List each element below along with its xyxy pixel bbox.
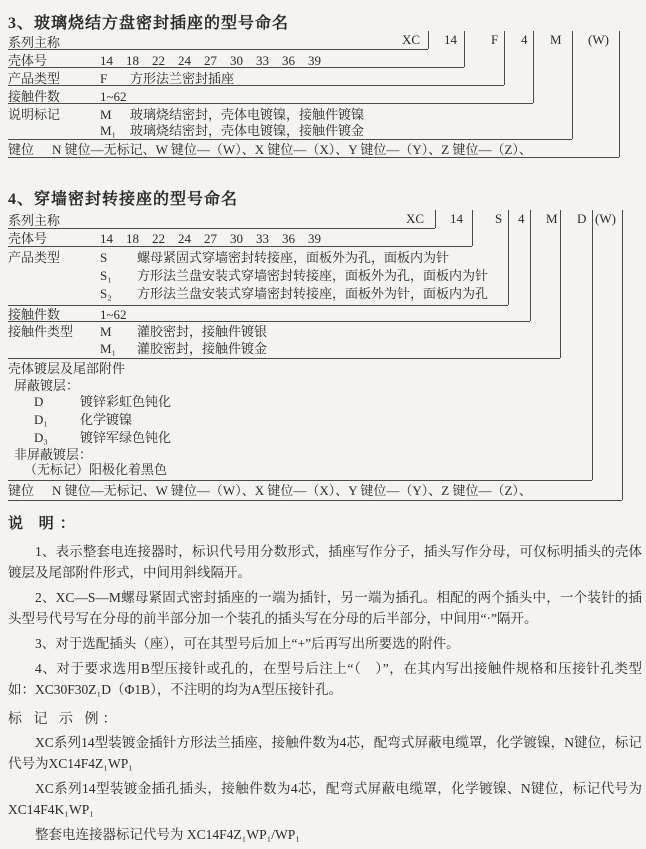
- s4-contacts-label: 接触件数: [8, 307, 61, 322]
- connector-line: [464, 31, 465, 67]
- s4-contacts-value: 1~62: [100, 307, 127, 322]
- s4-contact-type-label: 接触件类型: [8, 324, 74, 339]
- s3-key-label: 键位: [8, 142, 35, 157]
- s3-shell-label: 壳体号: [8, 53, 48, 68]
- note-item-3: 3、对于选配插头（座），可在其型号后加上“+”后再写出所要选的附件。: [35, 636, 460, 651]
- s4-product-code-2: S₂: [100, 286, 112, 301]
- connector-line: [8, 49, 428, 50]
- s3-product-code: F: [100, 71, 108, 86]
- s4-plating-shielded-label: 屏蔽镀层：: [14, 378, 80, 393]
- connector-line: [622, 210, 623, 500]
- s4-code-contact-type: M: [546, 211, 558, 226]
- s4-shell-values: 14 18 22 24 27 30 33 36 39: [100, 231, 321, 246]
- connector-line: [472, 210, 473, 246]
- s4-contact-type-desc-0: 灌胶密封，接触件镀银: [137, 324, 268, 339]
- connector-line: [8, 358, 560, 359]
- connector-line: [435, 210, 436, 228]
- s4-plating-code-2: D₃: [34, 430, 48, 445]
- s4-code-shell: 14: [450, 211, 463, 226]
- s4-contact-type-code-0: M: [100, 324, 112, 339]
- s4-series-label: 系列主称: [8, 213, 61, 228]
- connector-line: [8, 139, 572, 140]
- s4-contact-type-desc-1: 灌胶密封，接触件镀金: [137, 341, 268, 356]
- connector-line: [8, 321, 530, 322]
- s3-code-series: XC: [402, 32, 421, 47]
- connector-line: [8, 305, 508, 306]
- s3-code-mark: M: [550, 32, 562, 47]
- connector-line: [508, 210, 509, 305]
- s4-code-contacts: 4: [518, 211, 525, 226]
- s3-product-desc: 方形法兰密封插座: [130, 71, 235, 86]
- connector-line: [428, 31, 429, 49]
- s4-code-plating: D: [577, 211, 587, 226]
- example-item-1: XC系列14型装镀金插针方形法兰插座，接触件数为4芯，配弯式屏蔽电缆罩，化学镀镍，N键位，标记代号为XC14F4Z₁WP₁: [8, 735, 642, 771]
- s3-product-label: 产品类型: [8, 71, 61, 86]
- s4-product-desc-1: 方形法兰盘安装式穿墙密封转接座，面板外为孔，面板内为针: [137, 268, 489, 283]
- example-item-2: XC系列14型装镀金插孔插头，接触件数为4芯，配弯式屏蔽电缆罩，化学镀镍、N键位，标记代号为XC14F4K₁WP₁: [8, 781, 642, 817]
- s4-plating-code-1: D₁: [34, 412, 48, 427]
- s4-product-code-0: S: [100, 250, 108, 265]
- s4-plating-unshielded-desc: （无标记）阳极化着黑色: [24, 462, 168, 477]
- s4-key-desc: N 键位—无标记、W 键位—（W）、X 键位—（X）、Y 键位—（Y）、Z 键位—（Z）、: [52, 483, 532, 498]
- connector-line: [8, 103, 533, 104]
- note-item-1: 1、表示整套电连接器时，标识代号用分数形式，插座写作分子，插头写作分母，可仅标明插头的壳体镀层及尾部附件形式，中间用斜线隔开。: [8, 544, 642, 580]
- s4-plating-desc-1: 化学镀镍: [80, 412, 133, 427]
- connector-line: [8, 228, 435, 229]
- s4-plating-desc-2: 镀锌军绿色钝化: [80, 430, 172, 445]
- connector-line: [533, 31, 534, 103]
- connector-line: [8, 500, 622, 501]
- s3-code-key: (W): [588, 32, 609, 47]
- s4-plating-desc-0: 镀锌彩虹色钝化: [80, 394, 172, 409]
- section4-title: 4、穿墙密封转接座的型号命名: [8, 191, 239, 208]
- s3-code-shell: 14: [444, 32, 457, 47]
- s4-key-label: 键位: [8, 483, 35, 498]
- connector-line: [592, 210, 593, 480]
- notes-section: [8, 512, 642, 849]
- note-item-4: 4、对于要求选用B型压接针或孔的，在型号后注上“（ ）”，在其内写出接触件规格和压接针孔类型如：XC30F30Z₁D（Φ1B），不注明的均为A型压接针孔。: [8, 661, 642, 697]
- s4-code-series: XC: [406, 211, 425, 226]
- connector-line: [504, 31, 505, 85]
- note-item-2: 2、XC—S—M螺母紧固式密封插座的一端为插针，另一端为插孔。相配的两个插头中，一个装针的插头型号代号写在分母的前半部分加一个装孔的插头写在分母的后半部分，中间用“·”隔开。: [8, 590, 642, 626]
- s4-product-desc-2: 方形法兰盘安装式穿墙密封转接座，面板外为针，面板内为孔: [137, 286, 489, 301]
- example-item-3: 整套电连接器标记代号为 XC14F4Z₁WP₁/WP₁: [35, 827, 301, 842]
- connector-line: [8, 157, 619, 158]
- s3-mark-label: 说明标记: [8, 107, 61, 122]
- connector-line: [619, 31, 620, 157]
- connector-line: [8, 85, 504, 86]
- section3-title: 3、玻璃烧结方盘密封插座的型号命名: [8, 15, 290, 32]
- s3-mark-desc-1: 玻璃烧结密封，壳体电镀镍，接触件镀金: [130, 123, 365, 138]
- s3-code-contacts: 4: [521, 32, 528, 47]
- notes-title: 说 明：: [8, 516, 81, 532]
- s4-contact-type-code-1: M₁: [100, 341, 117, 356]
- s3-contacts-label: 接触件数: [8, 89, 61, 104]
- s4-product-label: 产品类型: [8, 250, 61, 265]
- s4-code-product: S: [495, 211, 503, 226]
- connector-line: [530, 210, 531, 321]
- s3-key-desc: N 键位—无标记、W 键位—（W）、X 键位—（X）、Y 键位—（Y）、Z 键位—（Z）、: [52, 142, 532, 157]
- s3-code-product: F: [491, 32, 499, 47]
- connector-line: [8, 480, 592, 481]
- connector-line: [560, 210, 561, 358]
- s4-shell-label: 壳体号: [8, 231, 48, 246]
- s4-product-code-1: S₁: [100, 268, 112, 283]
- s3-mark-code-0: M: [100, 107, 112, 122]
- examples-title: 标 记 示 例：: [8, 712, 121, 727]
- s3-series-label: 系列主称: [8, 35, 61, 50]
- connector-line: [8, 246, 472, 247]
- s4-code-key: (W): [595, 211, 616, 226]
- s4-plating-unshielded-label: 非屏蔽镀层：: [14, 447, 93, 462]
- s4-product-desc-0: 螺母紧固式穿墙密封转接座，面板外为孔，面板内为针: [137, 250, 450, 265]
- s3-mark-desc-0: 玻璃烧结密封，壳体电镀镍，接触件镀镍: [130, 107, 365, 122]
- s3-mark-code-1: M₁: [100, 123, 117, 138]
- s3-contacts-value: 1~62: [100, 89, 127, 104]
- s4-plating-label: 壳体镀层及尾部附件: [8, 361, 126, 376]
- s3-shell-values: 14 18 22 24 27 30 33 36 39: [100, 53, 321, 68]
- connector-line: [572, 31, 573, 139]
- s4-plating-code-0: D: [34, 394, 44, 409]
